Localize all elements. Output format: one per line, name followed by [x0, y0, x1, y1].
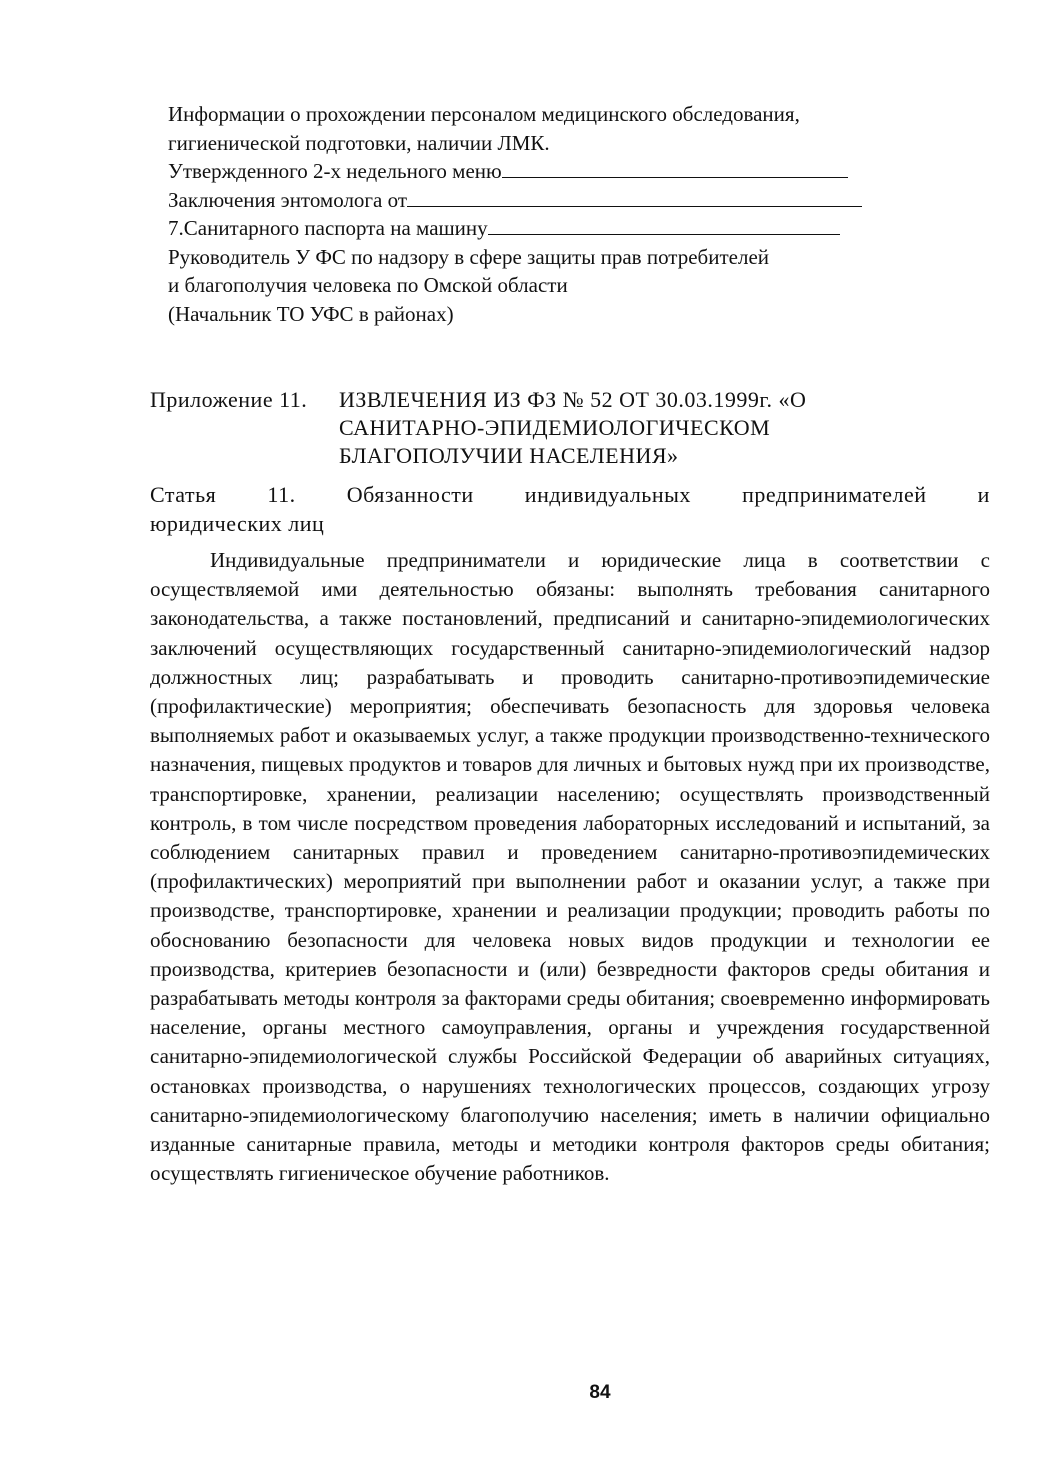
- fill-in-blank-menu: [502, 158, 848, 178]
- signature-line-chief: (Начальник ТО УФС в районах): [168, 301, 454, 326]
- article-heading-line-2: юридических лиц: [150, 511, 325, 536]
- page-number: 84: [589, 1382, 611, 1403]
- list-line-sanitary-passport: [168, 214, 908, 243]
- article-body-paragraph: Индивидуальные предприниматели и юридические лица в соответствии с осуществляемой ими деятельностью обязаны: выполнять требования санитарного законодательства, а также постановлений, предписаний и санитарно-эпидемиологических заключений осуществляющих государственный санитарно-эпидемиологический надзор должностных лиц; разрабатывать и проводить санитарно-противоэпидемические (профилактические) мероприятия; обеспечивать безопасность для здоровья человека выполняемых работ и оказываемых услуг, а также продукции производственно-технического назначения, пищевых продуктов и товаров для личных и бытовых нужд при их производстве, транспортировке, хранении, реализации населению; осуществлять производственный контроль, в том числе посредством проведения лабораторных исследований и испытаний, за соблюдением санитарных правил и проведением санитарно-противоэпидемических (профилактических) мероприятий при выполнении работ и оказании услуг, а также при производстве, транспортировке, хранении и реализации продукции; проводить работы по обоснованию безопасности для человека новых видов продукции и технологии ее производства, критериев безопасности и (или) безвредности факторов среды обитания и разрабатывать методы контроля за факторами среды обитания; своевременно информировать население, органы местного самоуправления, органы и учреждения государственной санитарно-эпидемиологической службы Российской Федерации об аварийных ситуациях, остановках производства, о нарушениях технологических процессов, создающих угрозу санитарно-эпидемиологическому благополучию населения; иметь в наличии официально изданные санитарные правила, методы и методики контроля факторов среды обитания; осуществлять гигиеническое обучение работников.: [150, 548, 990, 1186]
- signature-line-region: и благополучия человека по Омской области: [168, 273, 568, 297]
- signature-line-head: Руководитель У ФС по надзору в сфере защиты прав потребителей: [168, 244, 770, 269]
- article-word: Статья: [150, 482, 217, 507]
- document-list-block: [168, 100, 908, 328]
- article-word: Обязанности: [346, 482, 474, 507]
- article-heading: [150, 480, 990, 538]
- article-word: 11.: [267, 482, 296, 507]
- list-line-entomologist-label: Заключения энтомолога от: [168, 187, 408, 212]
- appendix-title-line-2: САНИТАРНО-ЭПИДЕМИОЛОГИЧЕСКОМ: [339, 415, 771, 440]
- list-line-entomologist: [168, 186, 908, 215]
- article-word: и: [977, 482, 990, 507]
- appendix-title-line-3: БЛАГОПОЛУЧИИ НАСЕЛЕНИЯ»: [339, 443, 679, 468]
- article-word: индивидуальных: [524, 482, 691, 507]
- list-line-menu-label: Утвержденного 2-х недельного меню: [168, 159, 502, 183]
- appendix-title-line-1: ИЗВЛЕЧЕНИЯ ИЗ ФЗ № 52 ОТ 30.03.1999г. «О: [339, 387, 807, 412]
- fill-in-blank-entomologist: [407, 187, 862, 207]
- list-line-sanitary-passport-label: 7.Санитарного паспорта на машину: [168, 216, 488, 240]
- list-line-hygiene-training: гигиенической подготовки, наличии ЛМК.: [168, 130, 550, 155]
- appendix-label: Приложение 11.: [150, 387, 308, 412]
- list-line-menu: [168, 157, 908, 186]
- appendix-heading: [150, 386, 950, 470]
- article-word: предпринимателей: [742, 482, 927, 507]
- article-heading-line-1: [150, 480, 990, 509]
- fill-in-blank-passport: [488, 215, 840, 235]
- list-line-medical-info: Информации о прохождении персоналом медицинского обследования,: [168, 102, 800, 126]
